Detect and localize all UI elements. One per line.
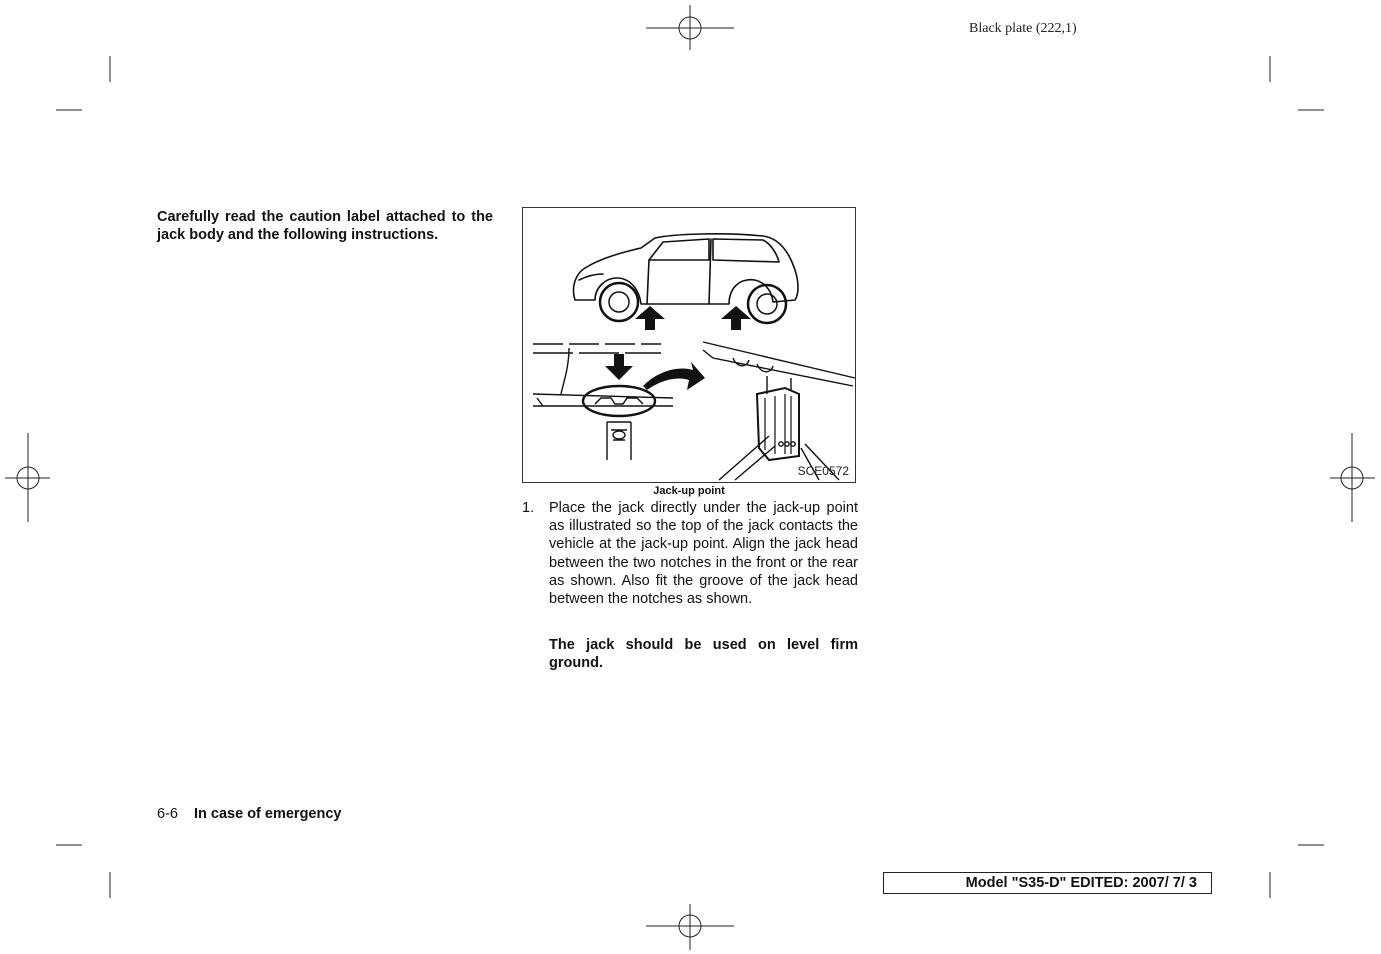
car-jack-diagram xyxy=(523,208,857,484)
jack-up-point-illustration xyxy=(522,207,856,483)
car-body-outline xyxy=(573,234,798,304)
rear-wheel xyxy=(748,285,786,323)
page-number: 6-6 xyxy=(157,806,178,822)
page-footer xyxy=(157,806,342,822)
step-number: 1. xyxy=(522,500,535,516)
curved-arrow-to-closeup xyxy=(643,362,705,390)
plate-label: Black plate (222,1) xyxy=(969,21,1077,36)
rear-jack-point-arrow xyxy=(721,306,751,330)
down-arrow-to-jack-point xyxy=(605,354,633,380)
front-wheel xyxy=(600,283,638,321)
section-title: In case of emergency xyxy=(194,806,342,822)
figure-code: SCE0572 xyxy=(797,464,849,478)
jack-point-highlight xyxy=(583,386,655,416)
jack-head-right xyxy=(757,388,799,460)
step-text: Place the jack directly under the jack-up point as illustrated so the top of the jack contacts the vehicle at the jack-up point. Align the jack head between the two notches in the front or the rear as shown. Also fit the groove of the jack head between the notches as shown. xyxy=(549,500,858,608)
front-jack-point-arrow xyxy=(635,306,665,330)
model-edited-stamp: Model "S35-D" EDITED: 2007/ 7/ 3 xyxy=(883,872,1212,894)
warning-note: The jack should be used on level firm ground. xyxy=(549,637,858,672)
figure-caption: Jack-up point xyxy=(653,485,725,497)
intro-instruction: Carefully read the caution label attached to the jack body and the following instructions. xyxy=(157,209,493,243)
car-window-outline xyxy=(649,239,779,262)
